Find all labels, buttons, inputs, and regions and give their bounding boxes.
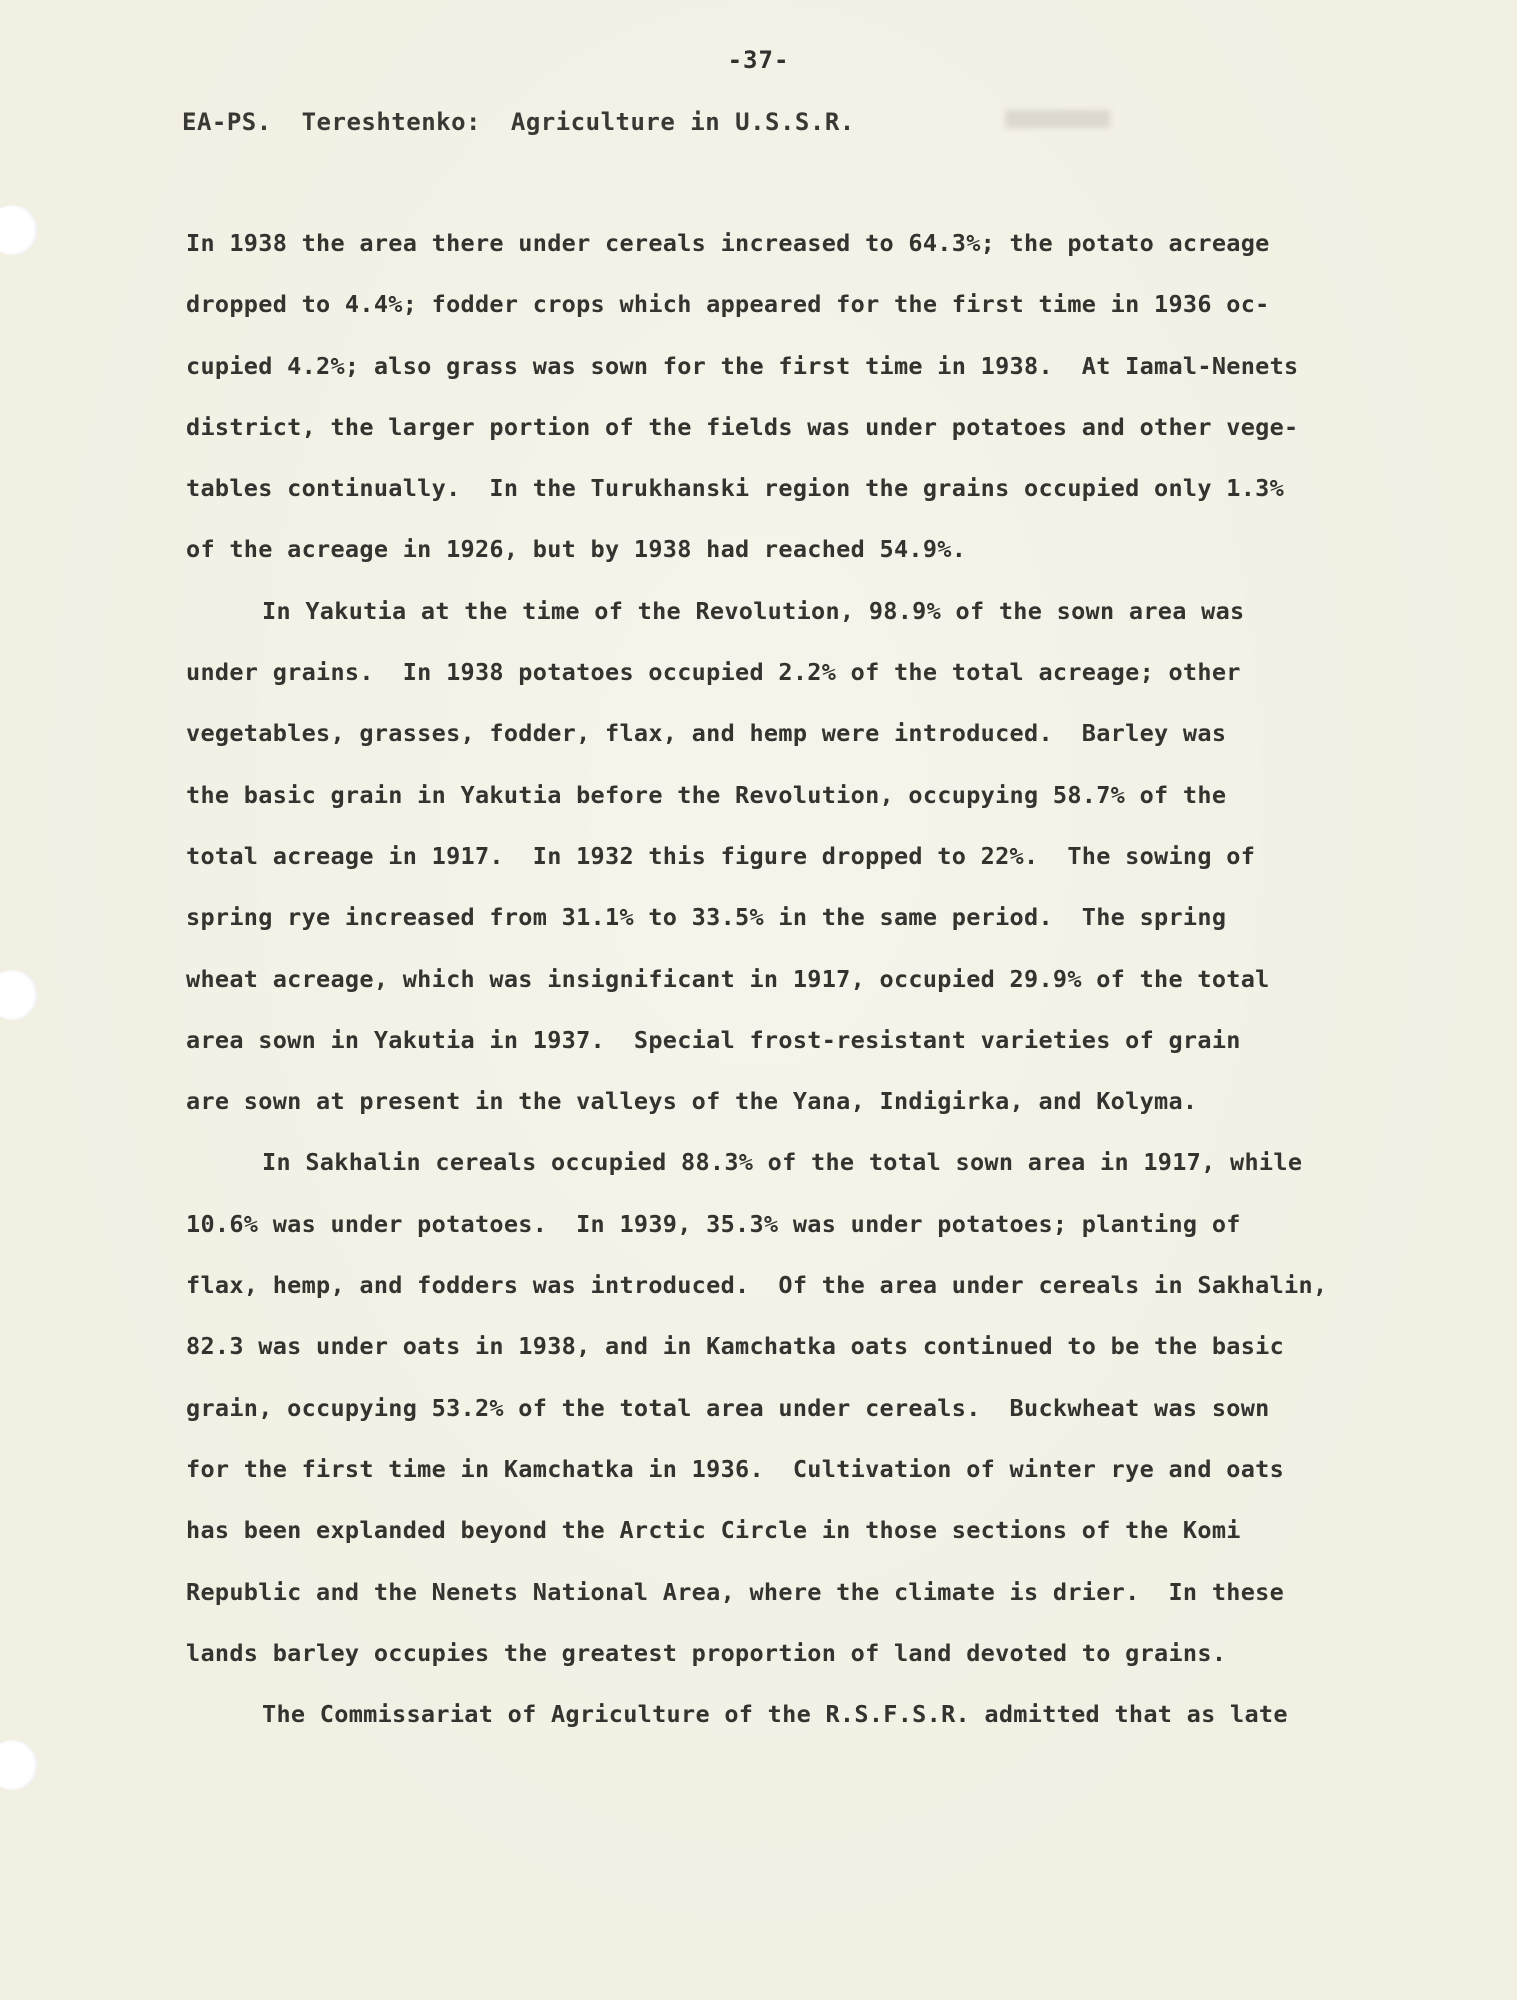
document-header: EA-PS. Tereshtenko: Agriculture in U.S.S.R. xyxy=(182,108,855,136)
text-line: dropped to 4.4%; fodder crops which appeared for the first time in 1936 oc- xyxy=(186,290,1270,319)
text-line: vegetables, grasses, fodder, flax, and hemp were introduced. Barley was xyxy=(186,719,1227,748)
text-line: for the first time in Kamchatka in 1936. Cultivation of winter rye and oats xyxy=(186,1454,1285,1483)
text-line: In Yakutia at the time of the Revolution, 98.9% of the sown area was xyxy=(262,596,1245,625)
punch-hole xyxy=(0,970,38,1020)
text-line: The Commissariat of Agriculture of the R.S.F.S.R. admitted that as late xyxy=(262,1700,1288,1729)
page-number: -37- xyxy=(727,46,790,74)
text-line: grain, occupying 53.2% of the total area under cereals. Buckwheat was sown xyxy=(186,1393,1270,1422)
text-line: lands barley occupies the greatest proportion of land devoted to grains. xyxy=(186,1638,1227,1667)
text-line: of the acreage in 1926, but by 1938 had reached 54.9%. xyxy=(186,535,967,564)
text-line: 82.3 was under oats in 1938, and in Kamchatka oats continued to be the basic xyxy=(186,1332,1285,1361)
text-line: Republic and the Nenets National Area, where the climate is drier. In these xyxy=(186,1577,1285,1606)
text-line: total acreage in 1917. In 1932 this figure dropped to 22%. The sowing of xyxy=(186,841,1256,870)
text-line: under grains. In 1938 potatoes occupied 2.2% of the total acreage; other xyxy=(186,658,1241,687)
text-line: has been explanded beyond the Arctic Circle in those sections of the Komi xyxy=(186,1516,1241,1545)
text-line: tables continually. In the Turukhanski region the grains occupied only 1.3% xyxy=(186,474,1285,503)
body-text xyxy=(186,228,1386,1760)
text-line: district, the larger portion of the fields was under potatoes and other vege- xyxy=(186,412,1299,441)
text-line: In 1938 the area there under cereals increased to 64.3%; the potato acreage xyxy=(186,229,1270,257)
ink-smudge xyxy=(1005,110,1110,128)
text-line: 10.6% was under potatoes. In 1939, 35.3% was under potatoes; planting of xyxy=(186,1209,1241,1238)
text-line: wheat acreage, which was insignificant in 1917, occupied 29.9% of the total xyxy=(186,964,1270,993)
punch-hole xyxy=(0,205,38,255)
text-line: flax, hemp, and fodders was introduced. Of the area under cereals in Sakhalin, xyxy=(186,1271,1328,1300)
text-line: the basic grain in Yakutia before the Revolution, occupying 58.7% of the xyxy=(186,780,1227,809)
text-line: cupied 4.2%; also grass was sown for the first time in 1938. At Iamal-Nenets xyxy=(186,351,1299,380)
text-line: are sown at present in the valleys of the Yana, Indigirka, and Kolyma. xyxy=(186,1087,1198,1116)
text-line: In Sakhalin cereals occupied 88.3% of the total sown area in 1917, while xyxy=(262,1148,1303,1177)
punch-hole xyxy=(0,1740,38,1790)
text-line: spring rye increased from 31.1% to 33.5% in the same period. The spring xyxy=(186,903,1227,932)
text-line: area sown in Yakutia in 1937. Special frost-resistant varieties of grain xyxy=(186,1025,1241,1054)
